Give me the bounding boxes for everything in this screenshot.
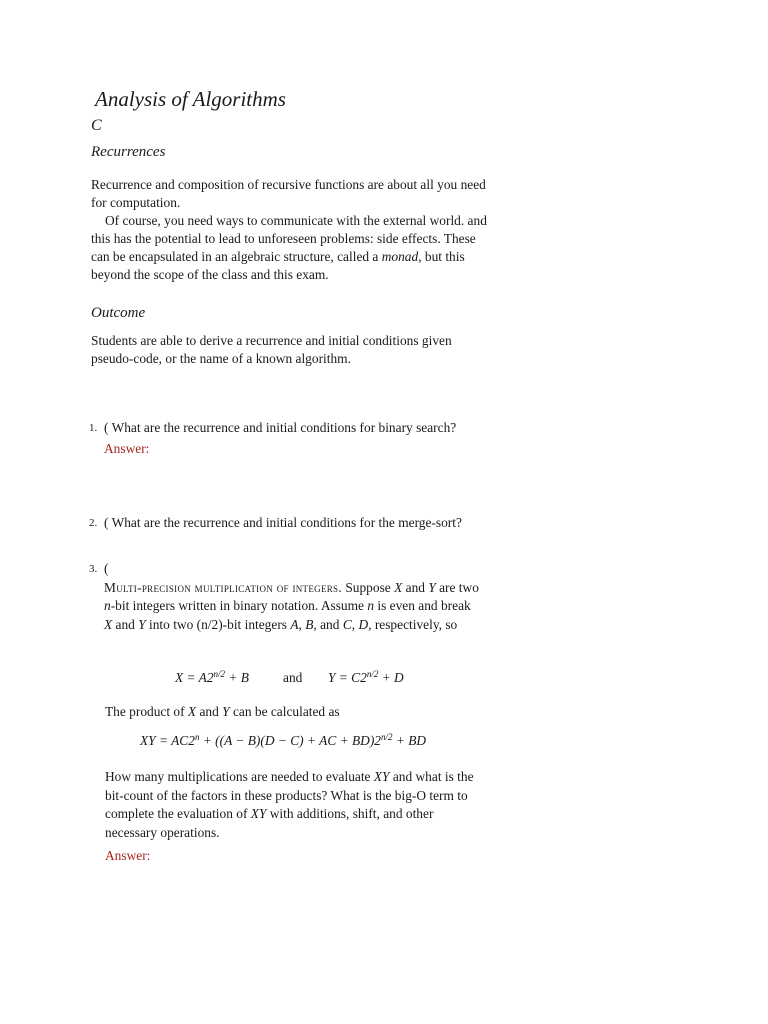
equation-2 — [140, 733, 426, 749]
eq1-right: Y = C2 — [328, 670, 367, 685]
var-x: X — [104, 616, 113, 632]
q3-text: with additions, shift, and other necessary operations. — [105, 806, 434, 840]
var-y: Y — [138, 616, 146, 632]
eq2-exponent-b: n/2 — [380, 732, 393, 742]
section-recurrences-heading: Recurrences — [91, 144, 166, 160]
q3-text: How many multiplications are needed to evaluate — [105, 769, 374, 784]
intro-line-2 — [91, 212, 491, 284]
var-b: B — [305, 616, 314, 632]
q3-text: can be calculated as — [229, 704, 340, 719]
q3-text: and — [196, 704, 223, 719]
question-1-answer-label: Answer: — [104, 440, 150, 456]
intro-line-1: Recurrence and composition of recursive functions are about all you need for computation. — [91, 177, 486, 210]
q3-text: are two — [435, 579, 479, 595]
equation-1-and: and — [283, 670, 303, 685]
var-xy: XY — [373, 769, 390, 784]
eq1-left: X = A2 — [175, 670, 214, 685]
var-x: X — [187, 704, 197, 719]
eq2-part-a: XY = AC2 — [140, 733, 195, 748]
equation-1 — [175, 670, 249, 686]
q3-text: , — [298, 616, 306, 632]
var-d: D — [358, 616, 369, 632]
q3-text: and — [112, 616, 139, 632]
q3-text: Suppose — [342, 579, 395, 595]
question-2-body — [89, 513, 489, 534]
intro-text-a: Of course, you need ways to communicate with the external world. and this has the potential to lead to unforeseen problems: side effects. These can be encapsulated in an algebraic structure, called a — [91, 213, 487, 264]
question-1-body — [89, 418, 489, 459]
section-outcome-heading: Outcome — [91, 305, 146, 321]
var-n: n — [104, 598, 111, 613]
var-n: n — [367, 598, 375, 613]
var-a: A — [290, 616, 299, 632]
q3-text: , — [351, 616, 359, 632]
question-3-heading: Multi-precision multiplication of integers. — [104, 579, 342, 595]
eq2-exponent-a: n — [194, 732, 200, 742]
equation-1-right — [328, 670, 404, 686]
var-c: C — [342, 616, 352, 632]
outcome-paragraph: Students are able to derive a recurrence and initial conditions given pseudo-code, or the name of a known algorithm. — [91, 333, 452, 366]
question-3-open-paren: ( — [104, 561, 109, 576]
question-2-text: ( What are the recurrence and initial conditions for the merge-sort? — [104, 515, 462, 530]
eq2-part-b: + ((A − B)(D − C) + AC + BD)2 — [199, 733, 381, 748]
document-title: Analysis of Algorithms — [95, 87, 286, 111]
var-y: Y — [222, 704, 230, 719]
q3-text: and — [402, 579, 429, 595]
question-1-number: 1. — [89, 422, 98, 434]
document-label: C — [91, 117, 102, 134]
q3-text: , and — [313, 616, 343, 632]
question-3 — [89, 560, 489, 634]
question-3-answer-label: Answer: — [105, 848, 151, 863]
intro-paragraph — [91, 176, 491, 284]
question-1-text: ( What are the recurrence and initial conditions for binary search? — [104, 420, 457, 435]
q3-text: , respectively, so — [368, 616, 458, 632]
eq1-right-exponent: n/2 — [366, 669, 379, 679]
q3-text: and what is the bit-count of the factors in these products? What is the big-O term to complete the evaluation of — [105, 769, 474, 821]
eq1-left-tail: + B — [225, 670, 249, 685]
question-3-statement — [89, 579, 479, 635]
q3-text: into two (n/2)-bit integers — [145, 616, 291, 632]
monad-term: monad — [381, 249, 419, 264]
question-3-number: 3. — [89, 563, 98, 575]
q3-text: -bit integers written in binary notation. Assume — [110, 598, 368, 613]
q3-text: The product of — [105, 704, 188, 719]
intro-text-b: , but this beyond the scope of the class and this exam. — [91, 249, 465, 282]
eq2-part-c: + BD — [392, 733, 427, 748]
eq1-left-exponent: n/2 — [213, 669, 226, 679]
question-3-closing-paragraph — [105, 768, 475, 842]
question-3-product-sentence — [105, 702, 485, 723]
var-x: X — [394, 579, 403, 595]
var-xy: XY — [250, 806, 267, 821]
var-y: Y — [428, 579, 436, 595]
question-1 — [89, 418, 489, 459]
q3-text: is even and break — [374, 598, 471, 613]
question-2-number: 2. — [89, 517, 98, 529]
eq1-right-tail: + D — [378, 670, 404, 685]
question-2 — [89, 513, 489, 534]
